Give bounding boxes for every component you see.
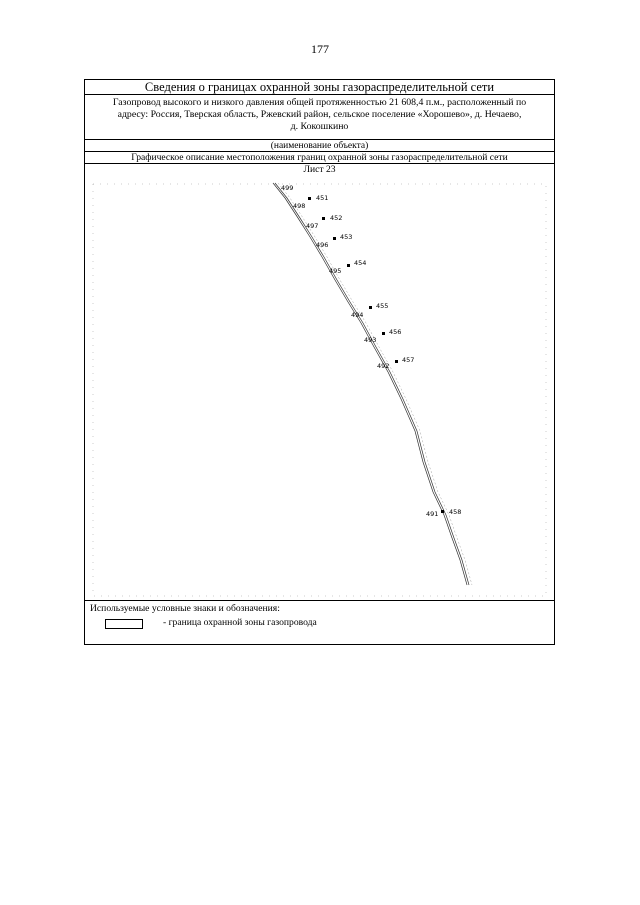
graphic-caption: Графическое описание местоположения границ охранной зоны газораспределительной сети <box>85 152 554 164</box>
vertex-marker <box>347 264 350 267</box>
point-label-497: 497 <box>306 222 319 230</box>
vertex-marker <box>322 217 325 220</box>
point-label-494: 494 <box>351 311 364 319</box>
point-label-457: 457 <box>402 356 415 364</box>
boundary-line-right <box>275 183 469 585</box>
point-label-452: 452 <box>330 214 343 222</box>
point-label-495: 495 <box>329 267 342 275</box>
document-frame <box>84 79 555 645</box>
legend-title: Используемые условные знаки и обозначения: <box>90 603 280 614</box>
vertex-marker <box>333 237 336 240</box>
object-line: адресу: Россия, Тверская область, Ржевский район, сельское поселение «Хорошево», д. Нечаево, <box>117 109 522 120</box>
point-label-455: 455 <box>376 302 389 310</box>
document-title: Сведения о границах охранной зоны газораспределительной сети <box>85 80 554 95</box>
vertex-marker <box>395 360 398 363</box>
legend-item-text: - граница охранной зоны газопровода <box>163 617 317 628</box>
point-label-456: 456 <box>389 328 402 336</box>
point-label-499: 499 <box>281 184 294 192</box>
legend <box>85 600 554 646</box>
boundary-line-left <box>273 183 467 585</box>
point-label-493: 493 <box>364 336 377 344</box>
legend-boundary-symbol <box>105 619 143 629</box>
boundary-line-center <box>278 183 472 585</box>
point-label-453: 453 <box>340 233 353 241</box>
point-label-458: 458 <box>449 508 462 516</box>
vertex-marker <box>382 332 385 335</box>
point-label-498: 498 <box>293 202 306 210</box>
vertex-marker <box>441 510 444 513</box>
point-label-451: 451 <box>316 194 329 202</box>
vertex-marker <box>308 197 311 200</box>
boundary-map <box>85 80 554 600</box>
page-number: 177 <box>311 42 329 56</box>
point-label-496: 496 <box>316 241 329 249</box>
vertex-marker <box>369 306 372 309</box>
point-label-492: 492 <box>377 362 390 370</box>
object-line: Газопровод высокого и низкого давления общей протяженностью 21 608,4 п.м., расположенный по <box>112 97 527 108</box>
object-line: д. Кокошкино <box>290 121 349 132</box>
point-label-491: 491 <box>426 510 439 518</box>
sheet-label: Лист 23 <box>303 164 336 175</box>
object-caption: (наименование объекта) <box>85 140 554 152</box>
point-label-454: 454 <box>354 259 367 267</box>
